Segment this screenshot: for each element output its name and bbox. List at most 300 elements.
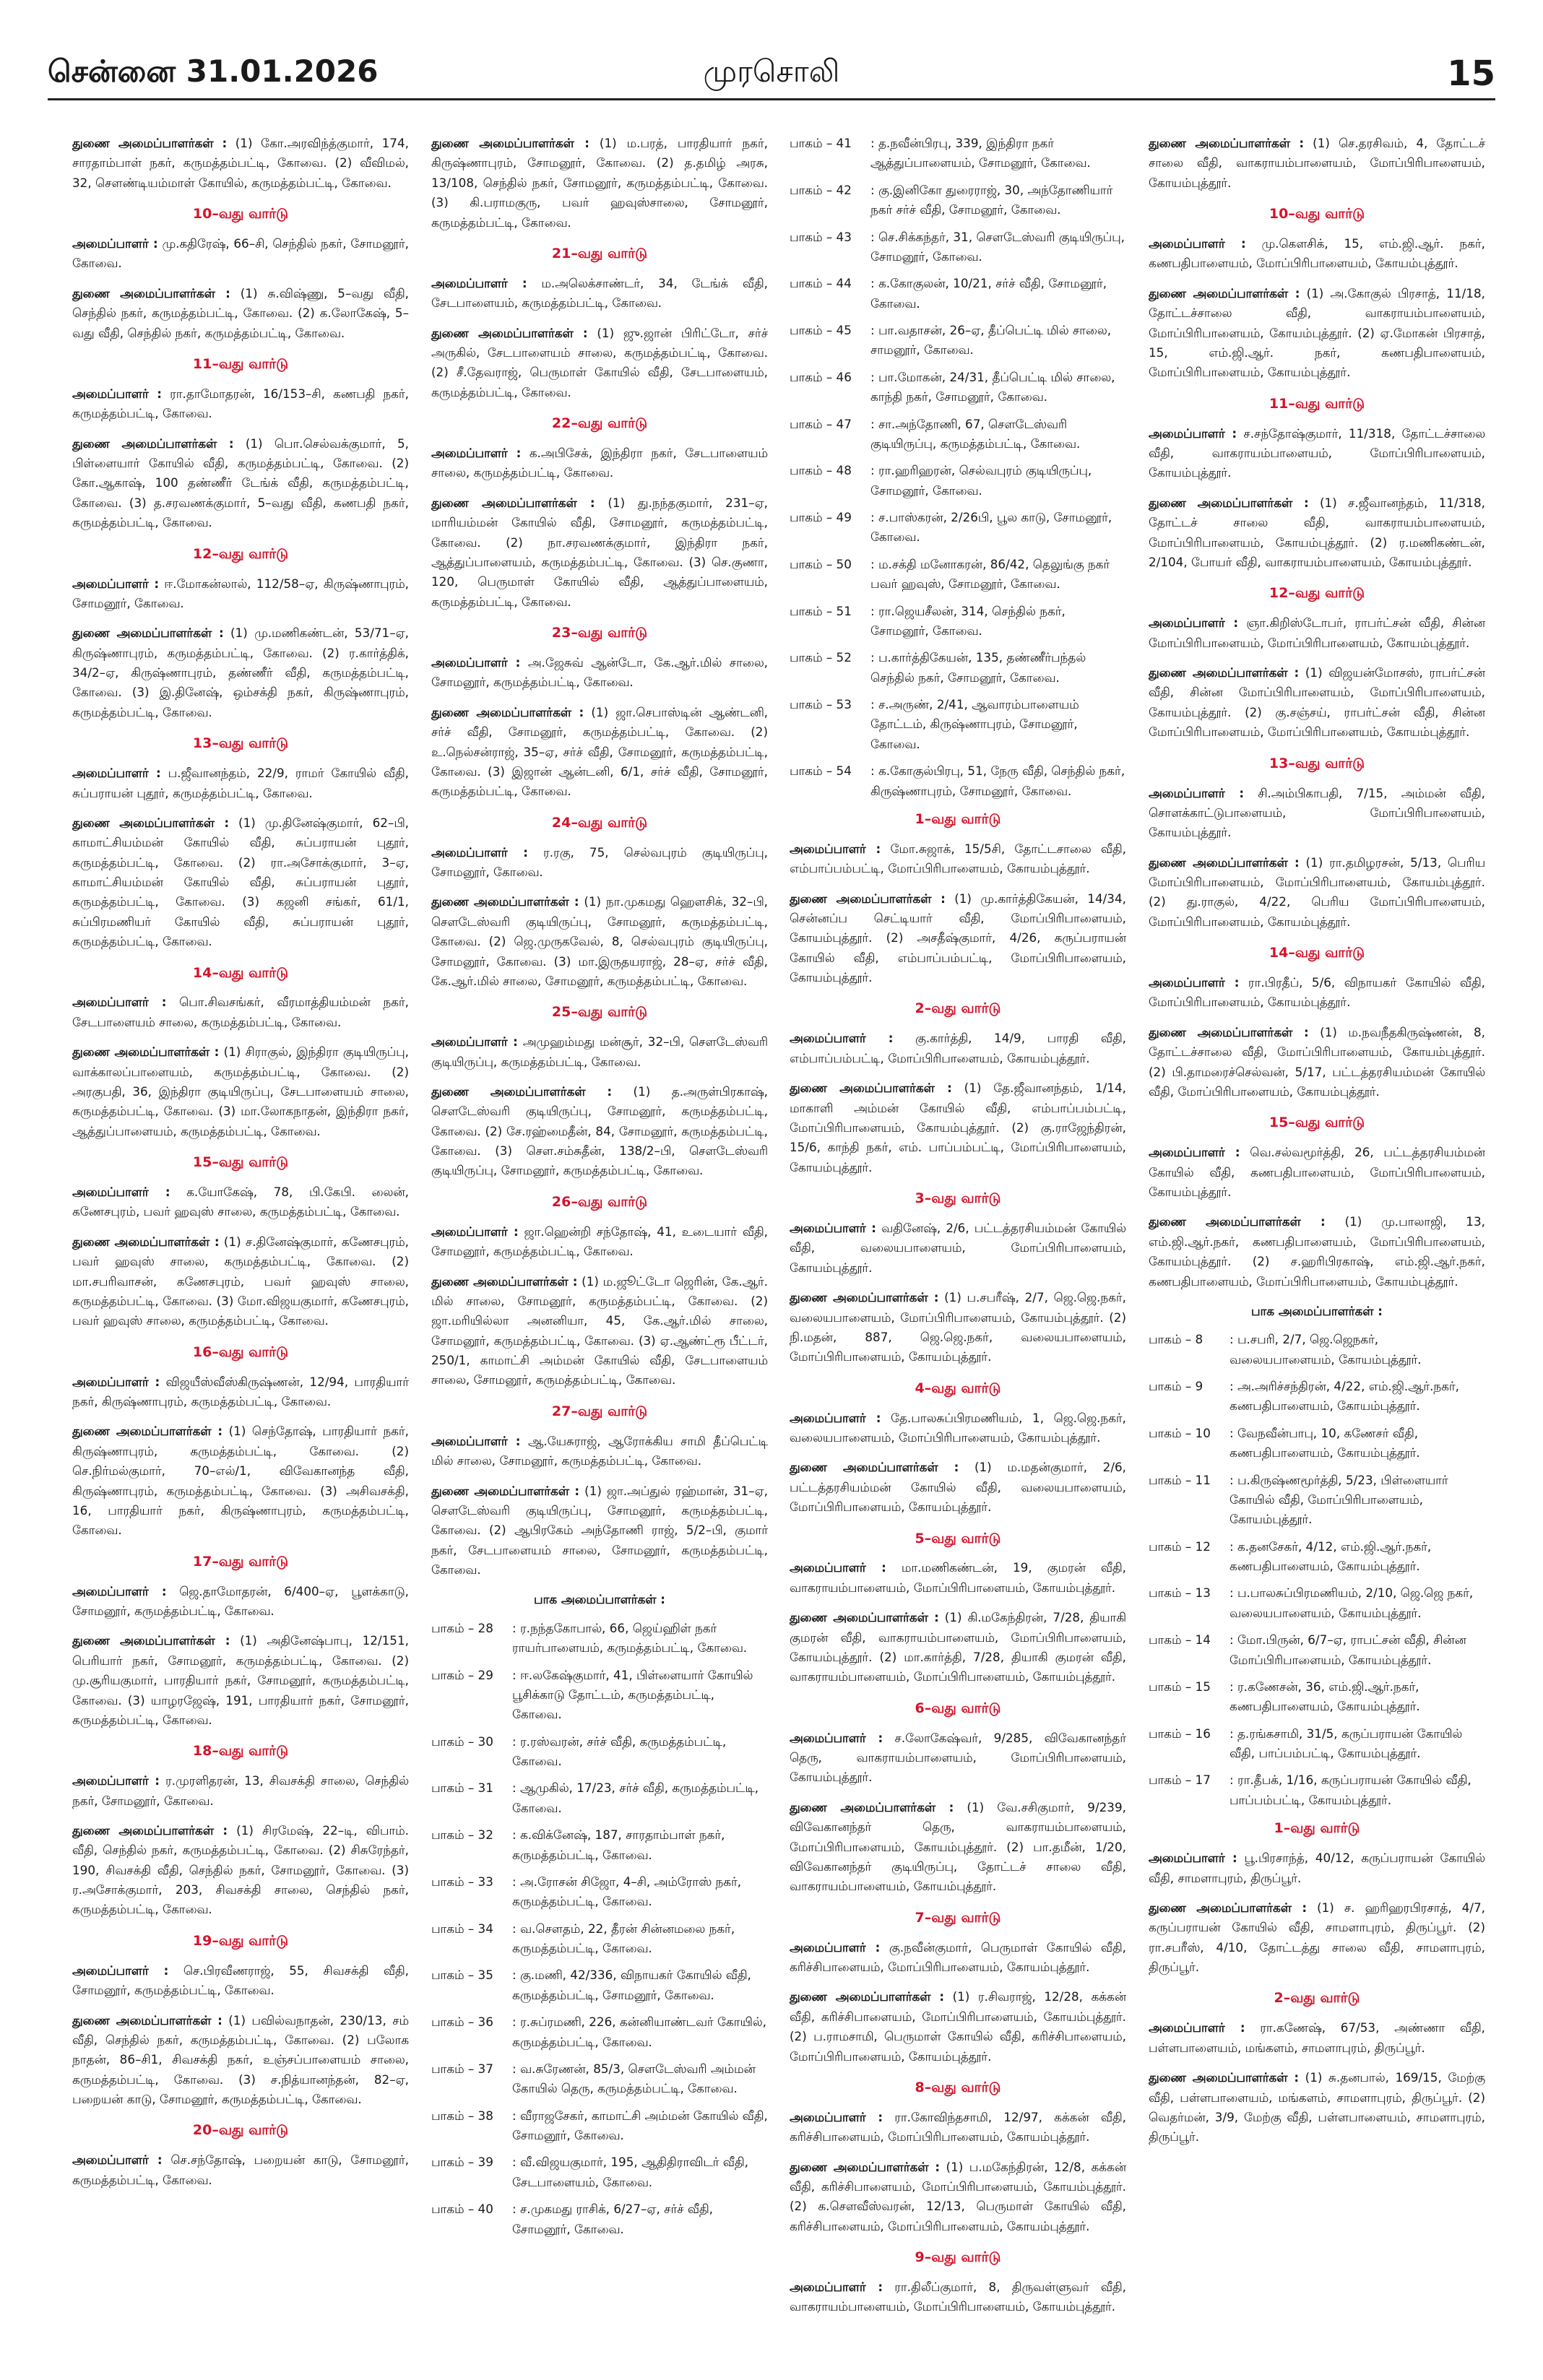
office-bearer-entry [72,384,409,424]
role-label: துணை அமைப்பாளர்கள் : [1149,136,1305,150]
role-label: துணை அமைப்பாளர்கள் : [431,704,584,719]
role-label: அமைப்பாளர் : [72,995,167,1010]
role-label: துணை அமைப்பாளர்கள் : [1149,495,1309,510]
office-bearer-entry [790,1987,1126,2067]
office-bearer-entry [431,703,768,802]
booth-entry [431,1965,768,2005]
office-bearer-entry [1149,1212,1485,1291]
entry-text: (1) ம.பரத், பாரதியார் நகர், கிருஷ்ணாபுரம், சோமனூர், கோவை. (2) த.தமிழ் அரசு, 13/108, செந்தில் நகர், சோமனூர், கருமத்தம்பட்டி, கோவை. (3) கி.பராமகுரு, பவர் ஹவுஸ்சாலை, சோமனூர், கருமத்தம்பட்டி, கோவை. [431,136,768,230]
booth-number: பாகம் – 29 [431,1667,493,1682]
booth-entry [431,2059,768,2099]
booth-person: : கு.மணி, 42/336, விநாயகர் கோயில் வீதி, கருமத்தம்பட்டி, சோமனூர், கோவை. [512,1968,751,2002]
entry-text: வதினேஷ், 2/6, பட்டத்தரசியம்மன் கோயில் வீதி, வலையபாளையம், மோப்பிரிபாளையம், கோயம்புத்தூர். [790,1221,1126,1275]
booth-number: பாகம் – 42 [790,182,852,197]
office-bearer-entry [431,1272,768,1390]
ward-heading: 18–வது வார்டு [192,1743,289,1760]
booth-entry [431,1919,768,1959]
booth-entry [1149,1677,1485,1717]
entry-text: (1) ஜா.அப்துல் ரஹ்மான், 31–ஏ, சௌடேஸ்வரி குடியிருப்பு, சோமனூர், கருமத்தம்பட்டி, கோவை. (2) ஆபிரகேம் அந்தோணி ராஜ், 5/2–பி, குமார் நகர், சேடபாளையம் சாலை, சோமனூர், கருமத்தம்பட்டி, கோவை. [431,1483,768,1578]
role-label: அமைப்பாளர் : [431,844,528,860]
ward-heading: 11–வது வார்டு [192,355,289,372]
entry-text: (1) விஜயன்மோசஸ், ராபர்ட்சன் வீதி, சின்ன மோப்பிரிபாளையம், மோப்பிரிபாளையம், கோயம்புத்தூர். (2) கு.சஞ்சய், ராபர்ட்சன் வீதி, சின்ன மோப்பிரிபாளையம், மோப்பிரிபாளையம், கோயம்புத்தூர். [1149,665,1485,740]
role-label: துணை அமைப்பாளர்கள் : [431,325,588,340]
role-label: துணை அமைப்பாளர்கள் : [790,1799,954,1814]
role-label: துணை அமைப்பாளர்கள் : [72,436,234,451]
booth-person: : ச.முகமது ராசிக், 6/27–ஏ, சர்ச் வீதி, சோமனூர், கோவை. [512,2202,713,2236]
role-label: அமைப்பாளர் : [1149,975,1240,990]
role-label: துணை அமைப்பாளர்கள் : [790,1610,939,1625]
ward-heading: 26–வது வார்டு [551,1193,648,1210]
entry-text: (1) து.நந்தகுமார், 231–ஏ, மாரியம்மன் கோயில் வீதி, சோமனூர், கருமத்தம்பட்டி, கோவை. (2) நா.சரவணக்குமார், இந்திரா நகர், ஆத்துப்பாளையம், கருமத்தம்பட்டி, கோவை. (3) செ.குணா, 120, பெருமாள் கோயில் வீதி, ஆத்துப்பாளையம், கருமத்தம்பட்டி, கோவை. [431,495,768,609]
entry-text: (1) செ.தரசிவம், 4, தோட்டச் சாலை வீதி, வாகராயம்பாளையம், மோப்பிரிபாளையம், கோயம்புத்தூர். [1149,136,1485,190]
booth-number: பாகம் – 16 [1149,1726,1211,1741]
entry-text: (1) ப.சபரீஷ், 2/7, ஜெ.ஜெ.நகர், வலையபாளையம், மோப்பிரிபாளையம், கோயம்புத்தூர். (2) நி.மதன், 887, ஜெ.ஜெ.நகர், வலையபாளையம், மோப்பிரிபாளையம், கோயம்புத்தூர். [790,1290,1126,1364]
ward-heading: 1–வது வார்டு [1274,1820,1360,1837]
office-bearer-entry [790,2158,1126,2237]
booth-person: : ப.கிருஷ்ணமூர்த்தி, 5/23, பிள்ளையார் கோயில் வீதி, மோப்பிரிபாளையம், கோயம்புத்தூர். [1229,1472,1448,1527]
page-number: 15 [1447,53,1495,94]
role-label: அமைப்பாளர் : [790,2280,883,2295]
entry-text: ரா.கோவிந்தசாமி, 12/97, கக்கன் வீதி, கரிச்சிபாளையம், மோப்பிரிபாளையம், கோயம்புத்தூர். [790,2109,1126,2145]
role-label: துணை அமைப்பாளர்கள் : [1149,285,1300,300]
booth-person: : ரா.ஹரிஹரன், செல்வபுரம் குடியிருப்பு, சோமனூர், கோவை. [870,463,1092,498]
ward-heading: 5–வது வார்டு [915,1530,1001,1546]
office-bearer-entry [1149,234,1485,274]
entry-text: பொ.சிவசங்கர், வீரமாத்தியம்மன் நகர், சேடபாளையம் சாலை, கருமத்தம்பட்டி, கோவை. [72,995,409,1029]
column-1 [72,134,409,2351]
article-body [72,134,1488,2351]
entry-text: (1) கி.மகேந்திரன், 7/28, தியாகி குமரன் வீதி, வாகராயம்பாளையம், மோப்பிரிபாளையம், கோயம்புத்தூர். (2) மா.கார்த்தி, 7/28, தியாகி குமரன் வீதி, வாகராயம்பாளையம், மோப்பிரிபாளையம், கோயம்புத்தூர். [790,1610,1126,1684]
entry-text: (1) அ.கோகுல் பிரசாத், 11/18, தோட்டச்சாலை வீதி, வாகராயம்பாளையம், மோப்பிரிபாளையம், கோயம்புத்தூர். (2) ஏ.மோகன் பிரசாத், 15, எம்.ஜி.ஆர். நகர், கணபதிபாளையம், மோப்பிரிபாளையம், கோயம்புத்தூர். [1149,285,1485,380]
office-bearer-entry [72,434,409,533]
booth-entry [431,1778,768,1818]
office-bearer-entry [790,1558,1126,1598]
office-bearer-entry [790,1608,1126,1687]
office-bearer-entry [790,839,1126,879]
booth-entry [1149,1770,1485,1810]
booth-number: பாகம் – 11 [1149,1472,1211,1487]
office-bearer-entry [790,1938,1126,1978]
booth-person: : க.விக்னேஷ், 187, சாரதாம்பாள் நகர், கருமத்தம்பட்டி, கோவை. [512,1827,725,1862]
booth-person: : மோ.பிருன், 6/7–ஏ, ராபட்சன் வீதி, சின்ன மோப்பிரிபாளையம், கோயம்புத்தூர். [1229,1632,1466,1667]
role-label: துணை அமைப்பாளர்கள் : [790,1460,959,1475]
office-bearer-entry [1149,784,1485,843]
booth-entry [431,2199,768,2239]
booth-number: பாகம் – 53 [790,697,852,711]
office-bearer-entry [790,1288,1126,1367]
entry-text: ம.அலெக்சாண்டர், 34, டேங்க் வீதி, சேடபாளையம், கருமத்தம்பட்டி, கோவை. [431,275,768,311]
role-label: துணை அமைப்பாளர்கள் : [72,1044,220,1060]
role-label: அமைப்பாளர் : [431,1224,519,1239]
role-label: துணை அமைப்பாளர்கள் : [431,495,595,510]
office-bearer-entry [431,324,768,403]
ward-heading: 7–வது வார்டு [915,1909,1001,1926]
entry-text: விஜயீஸ்வீஸ்கிருஷ்ணன், 12/94, பாரதியார் நகர், கிருஷ்ணாபுரம், கருமத்தம்பட்டி, கோவை. [72,1374,409,1409]
office-bearer-entry [1149,424,1485,483]
booth-number: பாகம் – 13 [1149,1585,1211,1601]
booth-entry [790,228,1126,267]
role-label: துணை அமைப்பாளர்கள் : [431,1483,580,1498]
role-label: துணை அமைப்பாளர்கள் : [1149,1900,1308,1915]
office-bearer-entry [1149,663,1485,743]
entry-text: (1) ஜா.செபாஸ்டின் ஆண்டனி, சர்ச் வீதி, சோமனூர், கருமத்தம்பட்டி, கோவை. (2) உ.நெல்சன்ராஜ், 35–ஏ, சர்ச் வீதி, சோமனூர், கருமத்தம்பட்டி, கோவை. (3) இஜான் ஆன்டனி, 6/1, சர்ச் வீதி, சோமனூர், கருமத்தம்பட்டி, கோவை. [431,704,768,799]
section-heading: பாக அமைப்பாளர்கள் : [1251,1303,1383,1318]
booth-number: பாகம் – 10 [1149,1425,1211,1440]
entry-text: (1) ரா.தமிழரசன், 5/13, பெரிய மோப்பிரிபாளையம், மோப்பிரிபாளையம், கோயம்புத்தூர். (2) து.ராகுல், 4/22, பெரிய மோப்பிரிபாளையம், மோப்பிரிபாளையம், கோயம்புத்தூர். [1149,854,1485,929]
office-bearer-entry [431,653,768,693]
ward-heading: 13–வது வார்டு [1268,755,1365,771]
office-bearer-entry [72,234,409,274]
ward-heading: 16–வது வார்டு [192,1343,289,1360]
entry-text: (1) மு.பாலாஜி, 13, எம்.ஜி.ஆர்.நகர், கணபதிபாளையம், மோப்பிரிபாளையம், கோயம்புத்தூர். (2) ச.ஹரிபிரகாஷ், எம்.ஜி.ஆர்.நகர், கணபதிபாளையம், மோப்பிரிபாளையம், கோயம்புத்தூர். [1149,1214,1485,1289]
booth-person: : அ.அரிச்சந்திரன், 4/22, எம்.ஜி.ஆர்.நகர், கணபதிபாளையம், கோயம்புத்தூர். [1229,1379,1460,1414]
booth-entry [431,1872,768,1912]
booth-person: : வேநவீன்பாபு, 10, கணேசர் வீதி, கணபதிபாளையம், கோயம்புத்தூர். [1229,1425,1420,1461]
entry-text: (1) செந்தோஷ், பாரதியார் நகர், கிருஷ்ணாபுரம், கருமத்தம்பட்டி, கோவை. (2) செ.நிர்மல்குமார், 70–எல்/1, விவேகானந்த வீதி, கிருஷ்ணாபுரம், கருமத்தம்பட்டி, கோவை. (3) அசிவசக்தி, 16, பாரதியார் நகர், கிருஷ்ணாபுரம், கருமத்தம்பட்டி, கோவை. [72,1424,409,1538]
role-label: துணை அமைப்பாளர்கள் : [1149,2070,1300,2085]
entry-text: பூ.பிரசாந்த், 40/12, கருப்பராயன் கோயில் வீதி, சாமளாபுரம், திருப்பூர். [1149,1851,1485,1885]
entry-text: ஜெ.தாமோதரன், 6/400–ஏ, பூளக்காடு, சோமனூர், கருமத்தம்பட்டி, கோவை. [72,1583,409,1618]
office-bearer-entry [431,134,768,233]
office-bearer-entry [790,1029,1126,1068]
entry-text: (1) ம.நவநீதகிருஷ்ணன், 8, தோட்டச்சாலை வீதி, மோப்பிரிபாளையம், கோயம்புத்தூர். (2) பி.தாமரைச்செல்வன், 5/17, பட்டத்தரசியம்மன் கோயில் வீதி, மோப்பிரிபாளையம், கோயம்புத்தூர். [1149,1024,1485,1099]
office-bearer-entry [431,1222,768,1262]
role-label: அமைப்பாளர் : [72,386,162,401]
role-label: அமைப்பாளர் : [72,2152,163,2168]
booth-number: பாகம் – 31 [431,1780,493,1796]
entry-text: அ.ஜேசுவ் ஆன்டோ, கே.ஆர்.மில் சாலை, சோமனூர், கருமத்தம்பட்டி, கோவை. [431,655,768,690]
entry-text: ர.முரளிதரன், 13, சிவசக்தி சாலை, செந்தில் நகர், சோமனூர், கோவை. [72,1773,409,1808]
booth-number: பாகம் – 35 [431,1968,493,1983]
office-bearer-entry [1149,134,1485,193]
booth-number: பாகம் – 30 [431,1734,493,1749]
booth-person: : ப.கார்த்திகேயன், 135, தண்ணீர்பந்தல் செந்தில் நகர், சோமனூர், கோவை. [870,650,1086,685]
entry-text: (1) மு.தினேஷ்குமார், 62–பி, காமாட்சியம்மன் கோயில் வீதி, சுப்பராயன் புதூர், கருமத்தம்பட்டி, கோவை. (2) ரா.அசோக்குமார், 3–ஏ, காமாட்சியம்மன் கோயில் வீதி, சுப்பராயன் புதூர், கருமத்தம்பட்டி, கோவை. (3) கஜனி சங்கர், 61/1, சுப்பிரமணியர் கோயில் வீதி, சுப்பராயன் புதூர், கருமத்தம்பட்டி, கோவை. [72,815,409,949]
entry-text: சி.அம்பிகாபதி, 7/15, அம்மன் வீதி, சொளக்காட்டுபாளையம், மோப்பிரிபாளையம், கோயம்புத்தூர். [1149,785,1485,840]
office-bearer-entry [431,892,768,991]
role-label: துணை அமைப்பாளர்கள் : [72,1424,223,1439]
office-bearer-entry [72,134,409,193]
office-bearer-entry [1149,1898,1485,1978]
booth-entry [790,134,1126,173]
booth-entry [790,695,1126,754]
booth-number: பாகம் – 43 [790,229,852,244]
ward-heading: 20–வது வார்டு [192,2122,289,2139]
entry-text: செ.பிரவீணராஜ், 55, சிவசக்தி வீதி, சோமனூர், கருமத்தம்பட்டி, கோவை. [72,1963,409,1998]
office-bearer-entry [72,1182,409,1222]
booth-person: : வீ.விஜயகுமார், 195, ஆதிதிராவிடர் வீதி, சேடபாளையம், கோவை. [512,2155,748,2189]
office-bearer-entry [72,574,409,614]
ward-heading: 1–வது வார்டு [915,810,1001,827]
ward-heading: 24–வது வார்டு [551,814,648,831]
entry-text: மோ.சுஜாக், 15/5சி, தோட்டசாலை வீதி, எம்பாப்பம்பட்டி, மோப்பிரிபாளையம், கோயம்புத்தூர். [790,841,1126,876]
booth-person: : ப.சபரி, 2/7, ஜெ.ஜெநகர், வலையபாளையம், கோயம்புத்தூர். [1229,1332,1422,1367]
booth-entry [1149,1630,1485,1670]
column-3 [790,134,1126,2351]
booth-person: : வ.சௌதம், 22, தீரன் சின்னமலை நகர், கருமத்தம்பட்டி, கோவை. [512,1921,735,1956]
office-bearer-entry [72,1771,409,1811]
office-bearer-entry [72,1372,409,1412]
ward-heading: 14–வது வார்டு [1268,945,1365,961]
booth-number: பாகம் – 8 [1149,1332,1203,1347]
booth-person: : ரா.ஜெயசீலன், 314, செந்தில் நகர், சோமனூர், கோவை. [870,603,1066,638]
booth-person: : வீராஜசேகர், காமாட்சி அம்மன் கோயில் வீதி, சோமனூர், கோவை. [512,2108,768,2143]
booth-number: பாகம் – 9 [1149,1379,1203,1394]
booth-person: : சா.அந்தோணி, 67, சௌடேஸ்வரி குடியிருப்பு, கருமத்தம்பட்டி, கோவை. [870,416,1081,451]
role-label: அமைப்பாளர் : [431,275,527,290]
booth-person: : பா.மோகன், 24/31, தீப்பெட்டி மில் சாலை, காந்தி நகர், சோமனூர், கோவை. [870,369,1115,404]
office-bearer-entry [790,1078,1126,1177]
role-label: அமைப்பாளர் : [72,1583,167,1598]
booth-person: : செ.சிக்கந்தர், 31, சௌடேஸ்வரி குடியிருப்பு, சோமனூர், கோவை. [870,229,1125,264]
booth-entry [790,648,1126,688]
entry-text: தே.பாலசுப்பிரமணியம், 1, ஜெ.ஜெ.நகர், வலையபாளையம், மோப்பிரிபாளையம், கோயம்புத்தூர். [790,1410,1126,1445]
office-bearer-entry [431,843,768,883]
booth-person: : க.கோகுல்பிரபு, 51, நேரு வீதி, செந்தில் நகர், கிருஷ்ணாபுரம், சோமனூர், கோவை. [870,763,1125,798]
office-bearer-entry [72,1631,409,1730]
entry-text: ஞா.கிறிஸ்டோபர், ராபர்ட்சன் வீதி, சின்ன மோப்பிரிபாளையம், மோப்பிரிபாளையம், கோயம்புத்தூர். [1149,615,1485,650]
booth-number: பாகம் – 39 [431,2155,493,2170]
role-label: அமைப்பாளர் : [72,576,160,591]
booth-number: பாகம் – 14 [1149,1632,1211,1648]
role-label: அமைப்பாளர் : [431,1433,521,1448]
entry-text: மு.கௌசிக், 15, எம்.ஜி.ஆர். நகர், கணபதிபாளையம், மோப்பிரிபாளையம், கோயம்புத்தூர். [1149,236,1485,271]
booth-number: பாகம் – 28 [431,1620,493,1635]
column-2 [431,134,768,2351]
entry-text: கு.கார்த்தி, 14/9, பாரதி வீதி, எம்பாப்பம்பட்டி, மோப்பிரிபாளையம், கோயம்புத்தூர். [790,1031,1126,1065]
booth-number: பாகம் – 12 [1149,1539,1211,1554]
booth-number: பாகம் – 51 [790,603,852,618]
role-label: அமைப்பாளர் : [1149,785,1245,800]
entry-text: (1) ச. ஹரிஹரபிரசாத், 4/7, கருப்பராயன் கோயில் வீதி, சாமளாபுரம், திருப்பூர். (2) ரா.சபரீஸ், 4/10, தோட்டத்து சாலை வீதி, சாமளாபுரம், திருப்பூர். [1149,1900,1485,1975]
newspaper-title: முரசொலி [703,53,840,89]
office-bearer-entry [790,1408,1126,1448]
booth-person: : த.ரங்கசாமி, 31/5, கருப்பராயன் கோயில் வீதி, பாப்பம்பட்டி, கோயம்புத்தூர். [1229,1726,1463,1761]
entry-text: (1) கோ.அரவிந்த்குமார், 174, சாரதாம்பாள் நகர், கருமத்தம்பட்டி, கோவை. (2) வீவிமல், 32, சௌண்டியம்மாள் கோயில், கருமத்தம்பட்டி, கோவை. [72,136,409,190]
role-label: துணை அமைப்பாளர்கள் : [1149,854,1300,870]
booth-person: : ம.சக்தி மனோகரன், 86/42, தெலுங்கு நகர் பவர் ஹவுஸ், சோமனூர், கோவை. [870,556,1110,592]
ward-heading: 10–வது வார்டு [1268,206,1365,222]
booth-person: : ர.சுப்ரமணி, 226, கன்னியாண்டவர் கோயில், கருமத்தம்பட்டி, கோவை. [512,2015,766,2049]
role-label: துணை அமைப்பாளர்கள் : [790,891,946,906]
ward-heading: 15–வது வார்டு [192,1154,289,1171]
role-label: துணை அமைப்பாளர்கள் : [72,1633,230,1648]
office-bearer-entry [431,443,768,483]
ward-heading: 8–வது வார்டு [915,2079,1001,2095]
booth-entry [431,1732,768,1772]
ward-heading: 10–வது வார்டு [192,206,289,222]
office-bearer-entry [72,763,409,803]
role-label: அமைப்பாளர் : [1149,2020,1245,2035]
office-bearer-entry [72,1821,409,1920]
booth-number: பாகம் – 15 [1149,1679,1211,1694]
role-label: அமைப்பாளர் : [790,2109,883,2124]
role-label: அமைப்பாளர் : [72,1374,160,1389]
office-bearer-entry [1149,853,1485,932]
ward-heading: 6–வது வார்டு [915,1700,1001,1716]
entry-text: ஆ.யேசுராஜ், ஆரோக்கிய சாமி தீப்பெட்டி மில் சாலை, சோமனூர், கருமத்தம்பட்டி, கோவை. [431,1433,768,1468]
office-bearer-entry [72,1232,409,1331]
booth-entry [790,461,1126,501]
role-label: துணை அமைப்பாளர்கள் : [72,136,228,150]
office-bearer-entry [1149,2018,1485,2058]
booth-entry [1149,1424,1485,1463]
booth-person: : ச.பாஸ்கரன், 2/26பி, பூல காடு, சோமனூர், கோவை. [870,510,1112,545]
booth-entry [790,181,1126,220]
masthead [48,53,1495,100]
role-label: அமைப்பாளர் : [1149,236,1246,251]
entry-text: (1) சு.விஷ்ணு, 5–வது வீதி, செந்தில் நகர், கருமத்தம்பட்டி, கோவை. (2) க.லோகேஷ், 5–வது வீதி, செந்தில் நகர், கருமத்தம்பட்டி, கோவை. [72,285,409,340]
office-bearer-entry [431,1481,768,1580]
entry-text: ரா.கணேஷ், 67/53, அண்ணா வீதி, பள்ளபாளையம், மங்களம், சாமளாபுரம், திருப்பூர். [1149,2020,1485,2055]
booth-entry [790,321,1126,360]
entry-text: (1) பவில்வநாதன், 230/13, சம் வீதி, செந்தில் நகர், கருமத்தம்பட்டி, கோவை. (2) பலோக நாதன், 86–சி1, சிவசக்தி நகர், உஞ்சப்பாளையம் சாலை, கருமத்தம்பட்டி, கோவை. (3) ச.நித்யானந்தன், 82–ஏ, பறையன் காடு, சோமனூர், கருமத்தம்பட்டி, கோவை. [72,2012,409,2107]
role-label: அமைப்பாளர் : [1149,1145,1240,1160]
booth-entry [1149,1724,1485,1764]
entry-text: ப.ஜீவானந்தம், 22/9, ராமர் கோயில் வீதி, சுப்பராயன் புதூர், கருமத்தம்பட்டி, கோவை. [72,766,409,800]
role-label: அமைப்பாளர் : [431,1034,518,1050]
edition-date: சென்னை 31.01.2026 [48,53,379,89]
booth-entry [790,415,1126,454]
role-label: துணை அமைப்பாளர்கள் : [790,1081,952,1096]
booth-person: : க.தனசேகர், 4/12, எம்.ஜி.ஆர்.நகர், கணபதிபாளையம், கோயம்புத்தூர். [1229,1539,1432,1574]
entry-text: ரா.பிரதீப், 5/6, விநாயகர் கோயில் வீதி, மோப்பிரிபாளையம், கோயம்புத்தூர். [1149,975,1485,1010]
booth-number: பாகம் – 48 [790,463,852,478]
role-label: அமைப்பாளர் : [72,1963,169,1978]
office-bearer-entry [72,2150,409,2190]
booth-number: பாகம் – 52 [790,650,852,665]
role-label: அமைப்பாளர் : [1149,615,1239,631]
entry-text: (1) அதினேஷ்பாபு, 12/151, பெரியார் நகர், சோமனூர், கருமத்தம்பட்டி, கோவை. (2) மு.சூரியகுமார், பாரதியார் நகர், சோமனூர், கருமத்தம்பட்டி, கோவை. (3) யாழரஜேஷ், 191, பாரதியார் நகர், சோமனூர், கருமத்தம்பட்டி, கோவை. [72,1633,409,1727]
role-label: அமைப்பாளர் : [790,1410,881,1425]
ward-heading: 17–வது வார்டு [192,1553,289,1570]
entry-text: (1) சிரமேஷ், 22–டி, விபாம். வீதி, செந்தில் நகர், கருமத்தம்பட்டி, கோவை. (2) சிசுரேந்தர், 190, சிவசக்தி வீதி, செந்தில் நகர், சோமனூர், கோவை. (3) ர.அசோக்குமார், 203, சிவசக்தி சாலை, செந்தில் நகர், கருமத்தம்பட்டி, கோவை. [72,1822,409,1917]
role-label: துணை அமைப்பாளர்கள் : [1149,1214,1326,1229]
booth-person: : ர.நந்தகோபால், 66, ஜெய்ஹிள் நகர் ராயர்பாளையம், கருமத்தம்பட்டி, கோவை. [512,1620,748,1656]
role-label: துணை அமைப்பாளர்கள் : [1149,1024,1309,1039]
role-label: அமைப்பாளர் : [431,446,522,461]
entry-text: (1) வே.சசிகுமார், 9/239, விவேகானந்தர் தெரு, வாகராயம்பாளையம், மோப்பிரிபாளையம், கோயம்புத்தூர். (2) பா.தமீன், 1/20, விவேகானந்தர் குடியிருப்பு, தோட்டச் சாலை வீதி, வாகராயம்பாளையம், கோயம்புத்தூர். [790,1799,1126,1894]
entry-text: (1) ஜு.ஜான் பிரிட்டோ, சர்ச் அருகில், சேடபாளையம் சாலை, கருமத்தம்பட்டி, கோவை. (2) சீ.தேவராஜ், பெருமாள் கோயில் வீதி, சேடபாளையம், கருமத்தம்பட்டி, கோவை. [431,325,768,399]
office-bearer-entry [72,1582,409,1622]
ward-heading: 9–வது வார்டு [915,2249,1001,2266]
booth-entry [431,2152,768,2192]
ward-heading: 2–வது வார்டு [1274,1990,1360,2007]
entry-text: வெ.சல்வமூர்த்தி, 26, பட்டத்தரசியம்மன் கோயில் வீதி, கணபதிபாளையம், மோப்பிரிபாளையம், கோயம்புத்தூர். [1149,1145,1485,1200]
office-bearer-entry [72,623,409,722]
booth-entry [431,1666,768,1725]
entry-text: (1) ப.மகேந்திரன், 12/8, கக்கன் வீதி, கரிச்சிபாளையம், மோப்பிரிபாளையம், கோயம்புத்தூர். (2) க.சௌவீஸ்வரன், 12/13, பெருமாள் கோயில் வீதி, கரிச்சிபாளையம், மோப்பிரிபாளையம், கோயம்புத்தூர். [790,2159,1126,2233]
header-rule [48,98,1495,100]
booth-person: : வ.சுரேணன், 85/3, சௌடேஸ்வரி அம்மன் கோயில் தெரு, கருமத்தம்பட்டி, கோவை. [512,2061,756,2096]
entry-text: செ.சந்தோஷ், பறையன் காடு, சோமனூர், கருமத்தம்பட்டி, கோவை. [72,2152,409,2187]
booth-entry [790,761,1126,801]
booth-entry [790,508,1126,548]
booth-number: பாகம் – 45 [790,323,852,337]
ward-heading: 2–வது வார்டு [915,1000,1001,1017]
entry-text: மா.மணிகண்டன், 19, குமரன் வீதி, வாகராயம்பாளையம், மோப்பிரிபாளையம், கோயம்புத்தூர். [790,1560,1126,1595]
office-bearer-entry [72,1042,409,1141]
booth-number: பாகம் – 17 [1149,1773,1211,1788]
booth-entry [790,555,1126,594]
entry-text: மு.கதிரேஷ், 66–சி, செந்தில் நகர், சோமனூர், கோவை. [72,236,409,271]
booth-entry [790,274,1126,313]
office-bearer-entry [1149,284,1485,383]
role-label: துணை அமைப்பாளர்கள் : [431,136,589,150]
office-bearer-entry [72,992,409,1032]
entry-text: (1) ர.சிவராஜ், 12/28, கக்கன் வீதி, கரிச்சிபாளையம், மோப்பிரிபாளையம், கோயம்புத்தூர். (2) ப.ராமசாமி, பெருமாள் கோயில் வீதி, கரிச்சிபாளையம், மோப்பிரிபாளையம், கோயம்புத்தூர். [790,1989,1126,2064]
office-bearer-entry [790,1458,1126,1517]
role-label: அமைப்பாளர் : [431,655,521,670]
entry-text: (1) சிராகுல், இந்திரா குடியிருப்பு, வாக்காலப்பாளையம், கருமத்தம்பட்டி, கோவை. (2) அரகுபதி, 36, இந்திரா குடியிருப்பு, சேடபாளையம் சாலை, கருமத்தம்பட்டி, கோவை. (3) மா.லோகநாதன், இந்திரா நகர், ஆத்துப்பாளையம், கருமத்தம்பட்டி, கோவை. [72,1044,409,1138]
role-label: அமைப்பாளர் : [72,236,158,251]
office-bearer-entry [431,493,768,612]
ward-heading: 12–வது வார்டு [192,545,289,562]
entry-text: ஈ.மோகன்லால், 112/58–ஏ, கிருஷ்ணாபுரம், சோமனூர், கோவை. [72,576,409,610]
entry-text: ச.லோகேஷ்வர், 9/285, விவேகானந்தர் தெரு, வாகராயம்பாளையம், மோப்பிரிபாளையம், கோயம்புத்தூர். [790,1730,1126,1785]
office-bearer-entry [1149,1143,1485,1202]
entry-text: ரா.திலீப்குமார், 8, திருவள்ளுவர் வீதி, வாகராயம்பாளையம், மோப்பிரிபாளையம், கோயம்புத்தூர். [790,2280,1126,2314]
booth-person: : கு.இனிகோ துரைராஜ், 30, அந்தோணியார் நகர் சர்ச் வீதி, சோமனூர், கோவை. [870,182,1113,217]
role-label: துணை அமைப்பாளர்கள் : [790,1989,945,2004]
booth-entry [1149,1537,1485,1577]
ward-heading: 27–வது வார்டு [551,1403,648,1419]
entry-text: (1) நா.முகமது ஹௌசிக், 32–பி, சௌடேஸ்வரி குடியிருப்பு, சோமனூர், கருமத்தம்பட்டி, கோவை. (2) ஜெ.முருகவேல், 8, செல்வபுரம் குடியிருப்பு, சோமனூர், கோவை. (3) மா.இருதயராஜ், 28–ஏ, சர்ச் வீதி, கே.ஆர்.மில் சாலை, சோமனூர், கருமத்தம்பட்டி, கோவை. [431,894,768,988]
office-bearer-entry [431,1432,768,1471]
booth-number: பாகம் – 46 [790,369,852,384]
role-label: துணை அமைப்பாளர்கள் : [431,894,579,909]
entry-text: ஜா.ஹென்றி சந்தோஷ், 41, உடையார் வீதி, சோமனூர், கருமத்தம்பட்டி, கோவை. [431,1224,768,1259]
office-bearer-entry [790,2108,1126,2147]
role-label: அமைப்பாளர் : [72,1185,170,1200]
booth-number: பாகம் – 38 [431,2108,493,2123]
ward-heading: 12–வது வார்டு [1268,585,1365,602]
office-bearer-entry [431,274,768,313]
ward-heading: 25–வது வார்டு [551,1004,648,1021]
booth-person: : ச.அருண், 2/41, ஆவாரம்பாளையம் தோட்டம், கிருஷ்ணாபுரம், சோமனூர், கோவை. [870,697,1079,751]
office-bearer-entry [72,1961,409,2001]
office-bearer-entry [1149,1848,1485,1888]
booth-number: பாகம் – 50 [790,556,852,571]
office-bearer-entry [72,1421,409,1540]
entry-text: (1) ம.மதன்குமார், 2/6, பட்டத்தரசியம்மன் கோயில் வீதி, வலையபாளையம், மோப்பிரிபாளையம், கோயம்புத்தூர். [790,1460,1126,1515]
role-label: அமைப்பாளர் : [790,1730,883,1745]
booth-number: பாகம் – 34 [431,1921,493,1936]
office-bearer-entry [1149,493,1485,573]
booth-person: : ர.ரஸ்வரன், சர்ச் வீதி, கருமத்தம்பட்டி, கோவை. [512,1734,727,1769]
role-label: அமைப்பாளர் : [790,1939,881,1955]
entry-text: (1) த.அருள்பிரகாஷ், சௌடேஸ்வரி குடியிருப்பு, சோமனூர், கருமத்தம்பட்டி, கோவை. (2) சே.ரஹ்மைதீன், 84, சோமனூர், கருமத்தம்பட்டி, கோவை. (3) சௌ.சம்சுதீன், 138/2–பி, சௌடேஸ்வரி குடியிருப்பு, சோமனூர், கருமத்தம்பட்டி, கோவை. [431,1083,768,1178]
entry-text: ச.சந்தோஷ்குமார், 11/318, தோட்டச்சாலை வீதி, வாகராயம்பாளையம், மோப்பிரிபாளையம், கோயம்புத்தூர். [1149,425,1485,480]
ward-heading: 15–வது வார்டு [1268,1115,1365,1131]
booth-number: பாகம் – 36 [431,2015,493,2030]
booth-person: : ஈ.லகேஷ்குமார், 41, பிள்ளையார் கோயில் பூசிக்காடு தோட்டம், கருமத்தம்பட்டி, கோவை. [512,1667,753,1722]
role-label: துணை அமைப்பாளர்கள் : [72,2012,222,2028]
office-bearer-entry [790,889,1126,988]
entry-text: (1) ம.ஜூட்டோ ஜெரின், கே.ஆர். மில் சாலை, சோமனூர், கருமத்தம்பட்டி, கோவை. (2) ஜா.மரியில்லா அனனியா, 45, கே.ஆர்.மில் சாலை, சோமனூர், கருமத்தம்பட்டி, கோவை. (3) ஏ.ஆண்ட்ரூ பீட்டர், 250/1, காமாட்சி அம்மன் கோயில் வீதி, சேடபாளையம் சாலை, சோமனூர், கருமத்தம்பட்டி, கோவை. [431,1273,768,1388]
entry-text: (1) ச.ஜீவானந்தம், 11/318, தோட்டச் சாலை வீதி, வாகராயம்பாளையம், மோப்பிரிபாளையம், கோயம்புத்தூர். (2) ர.மணிகண்டன், 2/104, போயர் வீதி, வாகராயம்பாளையம், கோயம்புத்தூர். [1149,495,1485,569]
entry-text: ரா.தாமோதரன், 16/153–சி, கணபதி நகர், கருமத்தம்பட்டி, கோவை. [72,386,409,421]
booth-person: : பா.வதாசன், 26–ஏ, தீப்பெட்டி மில் சாலை, சாமனூர், கோவை. [870,323,1112,358]
ward-heading: 21–வது வார்டு [551,245,648,261]
office-bearer-entry [1149,1023,1485,1102]
office-bearer-entry [1149,613,1485,653]
entry-text: கு.நவீன்குமார், பெருமாள் கோயில் வீதி, கரிச்சிபாளையம், மோப்பிரிபாளையம், கோயம்புத்தூர். [790,1939,1126,1975]
role-label: துணை அமைப்பாளர்கள் : [790,1290,939,1305]
ward-heading: 13–வது வார்டு [192,735,289,752]
booth-entry [790,602,1126,641]
role-label: துணை அமைப்பாளர்கள் : [72,285,230,300]
